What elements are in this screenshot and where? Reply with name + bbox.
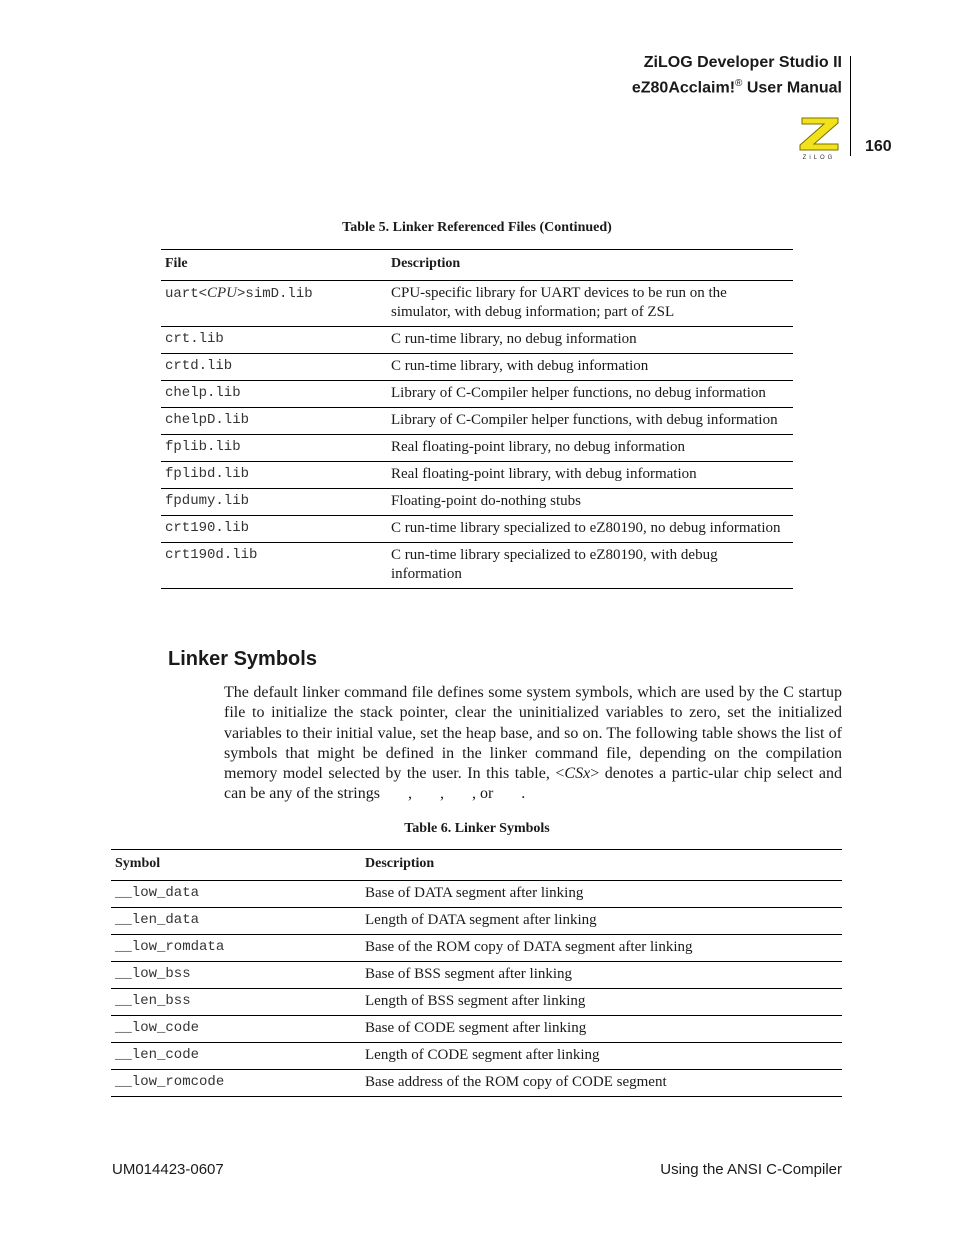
table5-caption: Table 5. Linker Referenced Files (Continued) <box>342 220 612 235</box>
table-row <box>111 1070 842 1097</box>
header-divider <box>850 56 851 156</box>
title-line-2-tail: User Manual <box>742 79 842 97</box>
title-line-1: ZiLOG Developer Studio II <box>643 54 842 71</box>
description-cell: Length of BSS segment after linking <box>361 989 842 1016</box>
product-name: eZ80Acclaim! <box>631 79 736 97</box>
description-cell: Length of DATA segment after linking <box>361 908 842 935</box>
table-row <box>161 281 793 327</box>
description-cell: C run-time library, no debug information <box>387 327 793 354</box>
table-row <box>161 516 793 543</box>
description-cell: Base of CODE segment after linking <box>361 1016 842 1043</box>
description-cell: C run-time library specialized to eZ80190, no debug information <box>387 516 793 543</box>
file-cell: fpdumy.lib <box>161 489 387 516</box>
table6-caption: Table 6. Linker Symbols <box>404 821 550 836</box>
symbol-cell: __len_data <box>111 908 361 935</box>
file-cell: crtd.lib <box>161 354 387 381</box>
table-row <box>111 1016 842 1043</box>
description-cell: Base of the ROM copy of DATA segment after linking <box>361 935 842 962</box>
para-csx: CSx <box>564 765 591 783</box>
description-cell: Library of C-Compiler helper functions, no debug information <box>387 381 793 408</box>
table-row <box>111 935 842 962</box>
table-row <box>161 489 793 516</box>
description-cell: Length of CODE segment after linking <box>361 1043 842 1070</box>
description-cell: C run-time library, with debug information <box>387 354 793 381</box>
para-text-b: > denotes a partic-ular chip select and can be any of the strings <box>224 765 843 803</box>
table-row <box>161 381 793 408</box>
file-cell <box>161 281 387 327</box>
zilog-logo-icon <box>796 114 842 160</box>
file-cell: chelpD.lib <box>161 408 387 435</box>
file-prefix: uart< <box>165 286 208 302</box>
file-cell: chelp.lib <box>161 381 387 408</box>
symbol-cell: __low_code <box>111 1016 361 1043</box>
description-cell: Real floating-point library, with debug information <box>387 462 793 489</box>
symbol-cell: __low_romdata <box>111 935 361 962</box>
description-cell: Base address of the ROM copy of CODE segment <box>361 1070 842 1097</box>
registered-mark: ® <box>735 78 743 89</box>
table-row <box>161 435 793 462</box>
section-paragraph <box>224 683 842 805</box>
description-cell: Library of C-Compiler helper functions, with debug information <box>387 408 793 435</box>
table-row <box>161 354 793 381</box>
file-cell: crt190.lib <box>161 516 387 543</box>
table-row <box>111 881 842 908</box>
col-header-file: File <box>161 250 387 281</box>
page-number: 160 <box>865 138 892 155</box>
col-header-description: Description <box>387 250 793 281</box>
svg-text:ZiLOG: ZiLOG <box>802 155 836 160</box>
table-row <box>161 543 793 589</box>
col-header-symbol: Symbol <box>111 850 361 881</box>
symbol-cell: __len_code <box>111 1043 361 1070</box>
file-cell: crt.lib <box>161 327 387 354</box>
description-cell: Base of DATA segment after linking <box>361 881 842 908</box>
para-text-a: The default linker command file defines some system symbols, which are used by the C startup file to initialize the stack pointer, clear the uninitialized variables to zero, set the initialized variables to their initial value, set the heap base, and so on. The following table shows the list of symbols that might be defined in the linker command file, depending on the compilation memory model selected by the user. In this table, < <box>224 684 842 783</box>
symbol-cell: __low_romcode <box>111 1070 361 1097</box>
file-cell: fplib.lib <box>161 435 387 462</box>
table-row <box>111 1043 842 1070</box>
col-header-description: Description <box>361 850 842 881</box>
file-suffix: >simD.lib <box>237 286 313 302</box>
table-row <box>161 327 793 354</box>
symbol-cell: __low_bss <box>111 962 361 989</box>
description-cell: CPU-specific library for UART devices to be run on the simulator, with debug information; part of ZSL <box>387 281 793 327</box>
description-cell: Floating-point do-nothing stubs <box>387 489 793 516</box>
title-line-2 <box>632 73 842 98</box>
table-row <box>111 908 842 935</box>
section-heading: Linker Symbols <box>168 648 317 670</box>
table-row <box>161 408 793 435</box>
symbol-cell: __low_data <box>111 881 361 908</box>
table-row <box>111 989 842 1016</box>
symbol-cell: __len_bss <box>111 989 361 1016</box>
table-row <box>161 462 793 489</box>
description-cell: C run-time library specialized to eZ80190, with debug information <box>387 543 793 589</box>
file-cpu: CPU <box>207 285 238 301</box>
file-cell: crt190d.lib <box>161 543 387 589</box>
footer-doc-id: UM014423-0607 <box>112 1161 224 1178</box>
table-row <box>111 962 842 989</box>
description-cell: Real floating-point library, no debug information <box>387 435 793 462</box>
para-text-c: , , , or . <box>383 785 526 803</box>
description-cell: Base of BSS segment after linking <box>361 962 842 989</box>
file-cell: fplibd.lib <box>161 462 387 489</box>
footer-chapter: Using the ANSI C-Compiler <box>660 1161 842 1178</box>
linker-files-table <box>161 249 793 589</box>
document-title <box>632 52 842 98</box>
linker-symbols-table <box>111 849 842 1097</box>
